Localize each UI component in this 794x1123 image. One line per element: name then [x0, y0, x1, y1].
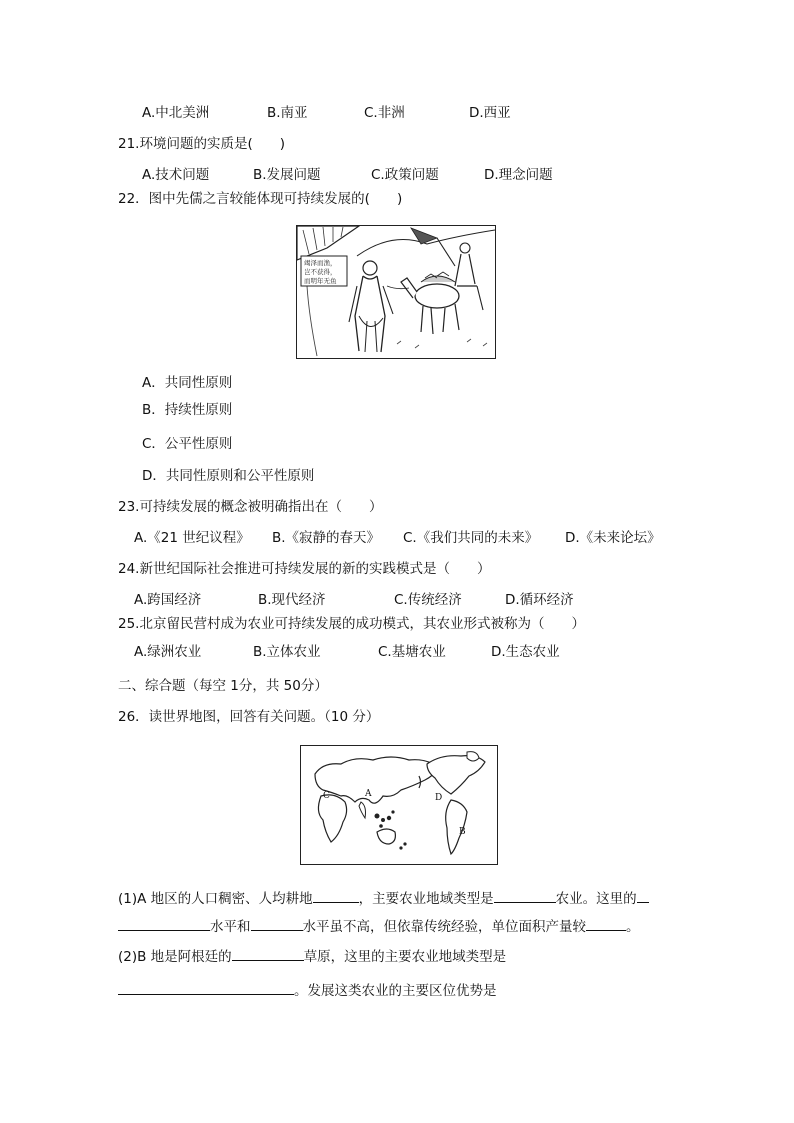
q26-p1-text-e: 水平虽不高，但依靠传统经验，单位面积产量较 — [302, 919, 586, 935]
answer-blank-3a[interactable] — [637, 888, 649, 903]
q23-option-b: B.《寂静的春天》 — [272, 530, 381, 546]
q21-stem: 21.环境问题的实质是( ) — [118, 136, 286, 152]
q21-option-d: D.理念问题 — [484, 167, 553, 183]
q25-stem: 25.北京留民营村成为农业可持续发展的成功模式，其农业形式被称为（ ） — [118, 616, 585, 632]
q26-part2-line1 — [118, 946, 506, 966]
speech-line-1: 竭泽而渔， — [304, 259, 337, 267]
q20-option-d: D.西亚 — [469, 105, 511, 121]
q25-option-c: C.基塘农业 — [378, 644, 446, 660]
q26-part1-line2 — [118, 916, 640, 936]
fishing-cartoon-image — [297, 226, 495, 358]
answer-blank-6[interactable] — [232, 946, 304, 961]
answer-blank-4[interactable] — [251, 916, 303, 931]
q24-option-b: B.现代经济 — [258, 592, 326, 608]
q23-option-d: D.《未来论坛》 — [565, 530, 661, 546]
q21-option-c: C.政策问题 — [371, 167, 439, 183]
answer-blank-3b[interactable] — [118, 916, 210, 931]
world-map — [300, 745, 498, 865]
speech-line-3: 而明年无鱼 — [304, 277, 337, 285]
speech-line-2: 岂不获得， — [304, 268, 337, 276]
q26-stem: 26．读世界地图，回答有关问题。（10 分） — [118, 709, 380, 725]
q26-p1-text-b: ，主要农业地域类型是 — [358, 891, 494, 907]
q21-option-a: A.技术问题 — [142, 167, 210, 183]
world-map-image — [301, 746, 497, 864]
q24-stem: 24.新世纪国际社会推进可持续发展的新的实践模式是（ ） — [118, 561, 491, 577]
q22-option-b: B．持续性原则 — [142, 402, 233, 418]
q23-stem: 23.可持续发展的概念被明确指出在（ ） — [118, 499, 383, 515]
answer-blank-5[interactable] — [586, 916, 626, 931]
q22-option-d: D．共同性原则和公平性原则 — [142, 468, 315, 484]
q20-option-b: B.南亚 — [267, 105, 308, 121]
q26-p2-text-b: 草原，这里的主要农业地域类型是 — [303, 949, 507, 965]
q26-p1-text-c: 农业。这里的 — [555, 891, 637, 907]
q24-option-c: C.传统经济 — [394, 592, 462, 608]
q24-option-d: D.循环经济 — [505, 592, 574, 608]
answer-blank-1[interactable] — [313, 888, 359, 903]
q26-part1-line1 — [118, 888, 649, 908]
answer-blank-2[interactable] — [494, 888, 556, 903]
q25-option-a: A.绿洲农业 — [134, 644, 202, 660]
q20-option-c: C.非洲 — [364, 105, 405, 121]
q21-option-b: B.发展问题 — [253, 167, 321, 183]
q23-option-a: A.《21 世纪议程》 — [134, 530, 250, 546]
section-heading: 二、综合题（每空 1分，共 50分） — [118, 678, 328, 694]
q23-option-c: C.《我们共同的未来》 — [403, 530, 539, 546]
q22-option-a: A．共同性原则 — [142, 375, 233, 391]
q20-option-a: A.中北美洲 — [142, 105, 210, 121]
q26-p1-text-d: 水平和 — [210, 919, 251, 935]
q26-p2-text-c: 。发展这类农业的主要区位优势是 — [294, 983, 497, 999]
q26-p1-text-f: 。 — [626, 919, 640, 935]
q22-stem: 22．图中先儒之言较能体现可持续发展的( ) — [118, 191, 403, 207]
map-label-b: B — [459, 827, 466, 837]
q22-illustration — [296, 225, 496, 359]
map-label-c: C — [323, 791, 330, 801]
q26-p2-text-a: (2)B 地是阿根廷的 — [118, 949, 232, 965]
q24-option-a: A.跨国经济 — [134, 592, 202, 608]
map-label-d: D — [435, 793, 443, 803]
q22-option-c: C．公平性原则 — [142, 436, 233, 452]
answer-blank-7[interactable] — [118, 980, 294, 995]
q26-p1-text-a: (1)A 地区的人口稠密、人均耕地 — [118, 891, 313, 907]
q25-option-d: D.生态农业 — [491, 644, 560, 660]
map-label-a: A — [365, 789, 372, 799]
q26-part2-line2 — [118, 980, 497, 1000]
q25-option-b: B.立体农业 — [253, 644, 321, 660]
